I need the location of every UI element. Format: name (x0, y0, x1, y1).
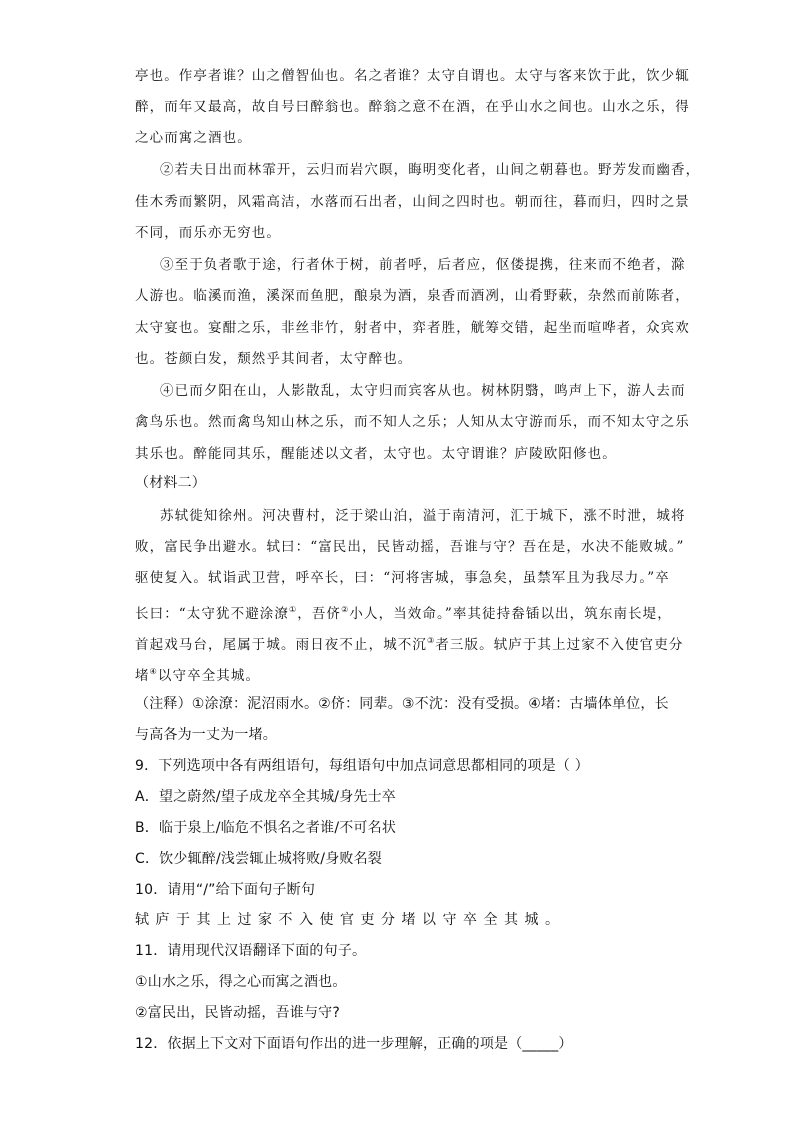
text-segment: 小人，当效命。”率其徒持畚锸以出，筑东南长堤， (349, 606, 672, 622)
text-line: 也。苍颜白发，颓然乎其间者，太守醉也。 (135, 351, 413, 367)
option-b: B．临于泉上/临危不惧名之者谁/不可名状 (135, 820, 397, 836)
text-line: 醉，而年又最高，故自号曰醉翁也。醉翁之意不在酒，在乎山水之间也。山水之乐，得 (135, 99, 690, 115)
annotation-line: （注释）①涂潦：泥沼雨水。②侪：同辈。③不沈：没有受损。④堵：古墙体单位，长 (135, 696, 669, 712)
text-segment: ，吾侪 (297, 606, 342, 622)
text-line: 亭也。作亭者谁？山之僧智仙也。名之者谁？太守自谓也。太守与客来饮于此，饮少辄 (135, 68, 690, 84)
footnote-marker: ② (341, 605, 350, 614)
text-line (135, 631, 683, 655)
text-line: 败，富民争出避水。轼曰：“富民出，民皆动摇，吾谁与守？吾在是，水决不能败城。” (135, 539, 685, 555)
text-line: 不同，而乐亦无穷也。 (135, 225, 281, 241)
text-line: 苏轼徙知徐州。河决曹村，泛于梁山泊，溢于南清河，汇于城下，涨不时泄，城将 (160, 508, 686, 524)
text-segment: 堵 (135, 668, 150, 684)
text-line: 禽鸟乐也。然而禽鸟知山林之乐，而不知人之乐；人知从太守游而乐，而不知太守之乐 (135, 414, 690, 430)
text-line: ④已而夕阳在山，人影散乱，太守归而宾客从也。树林阴翳，鸣声上下，游人去而 (160, 383, 686, 399)
text-line: ②若夫日出而林霏开，云归而岩穴暝，晦明变化者，山间之朝暮也。野芳发而幽香， (160, 162, 701, 178)
question-10: 10．请用“/”给下面句子断句 (135, 882, 316, 898)
question-12: 12．依据上下文对下面语句作出的进一步理解，正确的项是（_____） (135, 1036, 573, 1052)
text-line (135, 662, 260, 686)
section-heading: （材料二） (135, 475, 206, 491)
annotation-line: 与高各为一丈为一堵。 (135, 727, 277, 743)
text-segment: 长曰：“太守犹不避涂潦 (135, 606, 290, 622)
footnote-marker: ③ (427, 636, 436, 645)
option-a: A．望之蔚然/望子成龙卒全其城/身先士卒 (135, 789, 397, 805)
question-11: 11．请用现代汉语翻译下面的句子。 (135, 943, 367, 959)
text-segment: 者三版。轼庐于其上过家不入使官吏分 (435, 637, 684, 653)
text-line: 驱使复入。轼诣武卫营，呼卒长，曰：“河将害城，事急矣，虽禁军且为我尽力。”卒 (135, 570, 670, 586)
text-line (135, 600, 672, 624)
footnote-marker: ① (289, 605, 298, 614)
question-10-sentence: 轼庐于其上过家不入使官吏分堵以守卒全其城。 (135, 912, 566, 928)
text-line: 之心而寓之酒也。 (135, 130, 252, 146)
text-segment: 首起戏马台，尾属于城。雨日夜不止，城不沉 (135, 637, 427, 653)
text-line: 其乐也。醉能同其乐，醒能述以文者，太守也。太守谓谁？庐陵欧阳修也。 (135, 446, 617, 462)
option-c: C．饮少辄醉/浅尝辄止城将败/身败名裂 (135, 851, 383, 867)
question-11-item-1: ①山水之乐，得之心而寓之酒也。 (135, 974, 347, 990)
text-line: 太守宴也。宴酣之乐，非丝非竹，射者中，弈者胜，觥筹交错，起坐而喧哗者，众宾欢 (135, 320, 690, 336)
question-11-item-2: ②富民出，民皆动摇，吾谁与守? (135, 1005, 340, 1021)
text-segment: 以守卒全其城。 (157, 668, 261, 684)
question-9: 9．下列选项中各有两组语句，每组语句中加点词意思都相同的项是（ ） (135, 758, 589, 774)
text-line: 人游也。临溪而渔，溪深而鱼肥，酿泉为酒，泉香而酒冽，山肴野蔌，杂然而前陈者， (135, 288, 690, 304)
text-line: 佳木秀而繁阴，风霜高洁，水落而石出者，山间之四时也。朝而往，暮而归，四时之景 (135, 194, 690, 210)
text-line: ③至于负者歌于途，行者休于树，前者呼，后者应，伛偻提携，往来而不绝者，滁 (160, 257, 686, 273)
footnote-marker: ④ (149, 667, 158, 676)
